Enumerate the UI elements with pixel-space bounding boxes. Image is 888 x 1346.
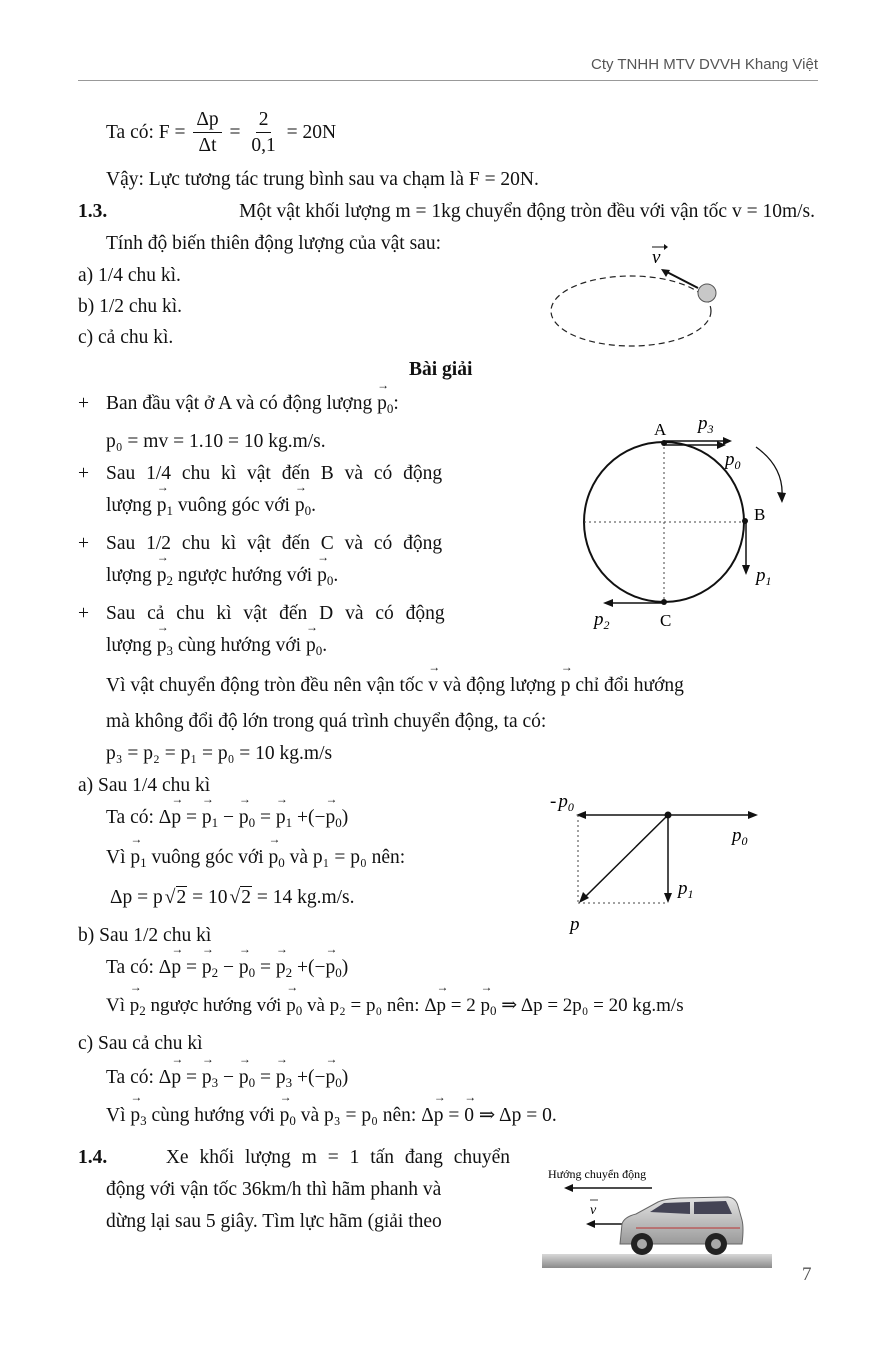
text: p [171,807,182,828]
vector-p [561,674,571,698]
direction-caption: Hướng chuyển động [548,1167,647,1181]
problem-1-4-line-3: dừng lại sau 5 giây. Tìm lực hãm (giải theo [106,1211,442,1232]
text: p [171,957,182,978]
equal-momentum-line: p₃ = p₂ = p₁ = p₀ = 10 kg.m/s [106,743,333,764]
text: lượng [106,495,152,516]
vector-p [269,846,279,870]
rotation-arrow [756,447,782,497]
text: + [296,807,308,828]
part-a-title: a) Sau 1/4 chu kì [78,775,211,796]
vector-p [202,806,212,830]
fraction-dp-dt [193,108,221,159]
text: Xe khối lượng m = 1 tấn đang chuyển [165,1147,510,1168]
p1-arrowhead [742,565,750,575]
text: p [130,1105,141,1126]
text: p [433,1105,444,1126]
vector-p [202,1066,212,1090]
text: p [325,1067,336,1088]
neg-p0-label: - $p_0$ [550,791,574,814]
subscript: 0 [315,643,323,658]
orbit-ellipse [551,276,711,346]
vector-p [130,846,140,870]
option-c: c) cả chu kì. [78,327,174,348]
text: Δp = 0. [499,1105,557,1126]
text: Ta có: [106,121,154,143]
text: = 20N [286,121,337,143]
vector-p [276,956,286,980]
part-c-condition [106,1104,557,1128]
text: (− [307,807,326,828]
text: = 10 [192,887,228,908]
ellipse-motion-figure [548,240,723,352]
text: p [238,1067,249,1088]
option-b: b) 1/2 chu kì. [78,296,182,317]
text: Δ [158,957,172,978]
vector-p [157,564,167,588]
vector-p [280,1104,290,1128]
numerator: Δp [193,108,221,133]
subscript: 0 [386,401,394,416]
text: 0 [464,1105,475,1126]
subscript: 0 [335,965,342,980]
text: p [156,495,167,516]
vector-p [481,994,491,1018]
explanation-line-1 [106,674,684,698]
part-a-result: Δp = p √2 = 10 √2 = 14 kg.m/s. [110,887,355,908]
vector-p [295,494,305,518]
text: lượng [106,635,152,656]
label-C: C [660,611,672,630]
vector-p [171,956,181,980]
front-hub [637,1239,647,1249]
vector-p [325,956,335,980]
p1-label: $p_1$ [756,565,772,588]
vector-p [157,634,167,658]
text: ngược hướng với [150,995,282,1016]
text: lượng [106,565,152,586]
velocity-label: v [652,247,661,268]
p1-arrowhead [664,893,672,903]
text: p [325,957,336,978]
text: và p₂ = p₀ nên: [306,995,420,1016]
option-a: a) 1/4 chu kì. [78,265,181,286]
text: = 14 kg.m/s. [256,887,355,908]
vector-p [171,806,181,830]
text: p [156,565,167,586]
sqrt: 2 [176,887,187,908]
text: = [185,807,197,828]
text: − [222,957,234,978]
text: ) [341,957,349,978]
step-plus: + [78,533,89,554]
text: p [201,807,212,828]
text: và p₃ = p₀ nên: [300,1105,417,1126]
ball [698,284,716,302]
text: p [436,995,447,1016]
text: : [393,393,399,414]
circle-momentum-figure [570,405,790,635]
denominator: 0,1 [251,135,276,156]
fraction-2-01 [248,108,278,159]
subscript: 0 [278,855,285,870]
p2-label: $p_2$ [594,609,610,632]
text: p [325,807,336,828]
text: Ban đầu vật ở A và có động lượng [106,393,373,414]
subscript: 0 [248,1075,256,1090]
subscript: 1 [166,503,173,518]
vector-p [157,494,167,518]
text: = [229,121,241,143]
text: (− [307,957,326,978]
subscript: 3 [140,1113,147,1128]
direction-arrowhead [564,1184,573,1192]
subscript: 1 [285,815,293,830]
text: = 2 [450,995,476,1016]
text: p [480,995,490,1016]
vector-p [202,956,212,980]
car-window-rear [694,1201,732,1214]
solution-title: Bài giải [409,359,473,380]
explanation-line-2: mà không đổi độ lớn trong quá trình chuyển động, ta có: [106,711,547,732]
point-C [661,599,667,605]
text: và động lượng [442,675,556,696]
p0-arrowhead [748,811,758,819]
rotation-arrowhead [777,492,786,503]
text: Δ [421,1105,434,1126]
step-2-line-b [106,494,316,518]
subscript: 0 [248,965,256,980]
subscript: 3 [285,1075,293,1090]
label-A: A [654,420,667,439]
text: Vì vật chuyển động tròn đều nên vận tốc [106,675,424,696]
text: + [296,957,308,978]
vector-p [325,1066,335,1090]
vector-p [130,1104,140,1128]
subscript: 2 [285,965,293,980]
text: và p₁ = p₀ nên: [289,847,406,868]
text: − [222,1067,234,1088]
text: Ta có: [106,1067,154,1088]
vector-bar-head [664,244,668,250]
running-header [78,56,818,81]
text: ⇒ [501,995,518,1016]
text: . [333,565,339,586]
subscript: 2 [139,1003,146,1018]
text: p [377,393,387,414]
text: vuông góc với [151,847,264,868]
text: p [171,1067,182,1088]
vector-difference-figure [548,784,763,934]
text: p [560,675,571,696]
point-B [742,518,748,524]
subscript: 2 [166,573,173,588]
subscript: 1 [211,815,219,830]
justified-line [78,200,815,224]
vector-p [306,634,316,658]
rear-hub [711,1239,721,1249]
vector-p [276,806,286,830]
subscript: 0 [248,815,256,830]
step-3-line-b [106,564,338,588]
text: . [311,495,316,516]
text: p [129,995,140,1016]
problem-1-3-question: Tính độ biến thiên động lượng của vật sau: [106,233,441,254]
subscript: 0 [304,503,312,518]
road [542,1254,772,1268]
text: p [275,957,286,978]
part-a-condition [106,846,405,870]
text: p [201,1067,212,1088]
text: ) [341,1067,349,1088]
text: p [156,635,167,656]
text: cùng hướng với [177,635,302,656]
text: p [286,995,296,1016]
problem-1-4-line-1 [78,1146,510,1170]
text: p [317,565,327,586]
text: (− [307,1067,326,1088]
text: Vì [106,847,126,868]
part-a-equation [106,806,348,830]
justified-text: Sau cả chu kì vật đến D và có động [106,603,445,624]
vector-p [437,994,447,1018]
justified-text: Sau 1/4 chu kì vật đến B và có động [106,463,443,484]
subscript: 0 [490,1003,497,1018]
vector-p [377,392,387,416]
text: Δ [158,1067,172,1088]
text: Δ [158,807,172,828]
part-b-title: b) Sau 1/2 chu kì [78,925,212,946]
subscript: 0 [335,1075,342,1090]
text: p [275,807,286,828]
text: chỉ đổi hướng [575,675,684,696]
p0-label: $p_0$ [732,825,748,848]
subscript: 0 [295,1003,303,1018]
problem-number: 1.3. [78,201,108,222]
problem-1-4-line-2: động với vận tốc 36km/h thì hãm phanh và [106,1179,442,1200]
delta-p-arrow [584,815,668,898]
vector-p [171,1066,181,1090]
force-conclusion: Vậy: Lực tương tác trung bình sau va chạm là F = 20N. [106,169,539,190]
text: v [428,675,438,696]
text: F = [158,121,186,143]
text: Ta có: [106,957,154,978]
vector-p [239,806,249,830]
text: Vì [106,995,125,1016]
text: ⇒ [478,1105,496,1126]
justified-text: Sau 1/2 chu kì vật đến C và có động [106,533,443,554]
problem-number: 1.4. [78,1147,108,1168]
text: p [279,1105,290,1126]
text: + [296,1067,308,1088]
text: p [305,635,316,656]
page-number: 7 [802,1264,812,1285]
text: p [275,1067,286,1088]
text: p [238,807,249,828]
denominator: Δt [198,135,217,156]
step-1-line-a [106,392,399,416]
part-c-title: c) Sau cả chu kì [78,1033,203,1054]
vector-p [434,1104,444,1128]
vector-p [317,564,327,588]
text: Vì [106,1105,126,1126]
text: Một vật khối lượng m = 1kg chuyển động tròn đều với vận tốc v = 10m/s. [239,201,815,222]
text: Δp = p [110,887,163,908]
p3-label: $p_3$ [698,413,714,436]
sqrt: 2 [241,887,251,908]
step-plus: + [78,603,89,624]
subscript: 3 [166,643,173,658]
text: vuông góc với [177,495,290,516]
vector-zero [464,1104,474,1128]
vector-p [276,1066,286,1090]
step-4-line-b [106,634,327,658]
subscript: 2 [211,965,219,980]
subscript: 0 [289,1113,296,1128]
vector-p [325,806,335,830]
part-b-equation [106,956,348,980]
text: . [322,635,328,656]
subscript: 1 [140,855,147,870]
text: p [268,847,279,868]
text: p [130,847,141,868]
part-b-condition [106,994,684,1018]
vector-v [428,674,438,698]
part-c-equation [106,1066,348,1090]
text: Δp = 2p₀ = 20 kg.m/s [520,995,684,1016]
p0-label: $p_0$ [725,449,741,472]
step-plus: + [78,463,89,484]
text: = [185,1067,197,1088]
vector-p [130,994,140,1018]
label-B: B [754,505,766,524]
problem-1-3-statement [78,200,815,224]
step-1-line-b: p₀ = mv = 1.10 = 10 kg.m/s. [106,431,326,452]
p2-arrowhead [603,599,613,607]
text: ngược hướng với [177,565,313,586]
publisher-name: Cty TNHH MTV DVVH Khang Việt [590,56,818,73]
text: = [259,957,271,978]
force-formula [106,108,336,159]
text: ) [341,807,349,828]
car-v-label: v [590,1203,597,1218]
p1-label: $p_1$ [678,878,694,901]
text: − [222,807,234,828]
p3-arrowhead [723,437,732,445]
delta-p-label: p [570,914,580,934]
text: p [238,957,249,978]
text: = [448,1105,460,1126]
vector-p [286,994,296,1018]
text: = [259,1067,271,1088]
numerator: 2 [256,108,272,133]
justified-line [78,1146,510,1170]
subscript: 0 [326,573,334,588]
velocity-arrow [665,271,698,288]
car-velocity-arrowhead [586,1220,595,1228]
text: Δ [424,995,437,1016]
text: = [185,957,197,978]
car-figure [540,1162,775,1270]
text: p [294,495,305,516]
text: = [259,807,271,828]
step-plus: + [78,393,89,414]
text: Ta có: [106,807,154,828]
text: cùng hướng với [151,1105,275,1126]
vector-p [239,1066,249,1090]
vector-p [239,956,249,980]
subscript: 3 [211,1075,219,1090]
subscript: 0 [335,815,342,830]
text: p [201,957,212,978]
